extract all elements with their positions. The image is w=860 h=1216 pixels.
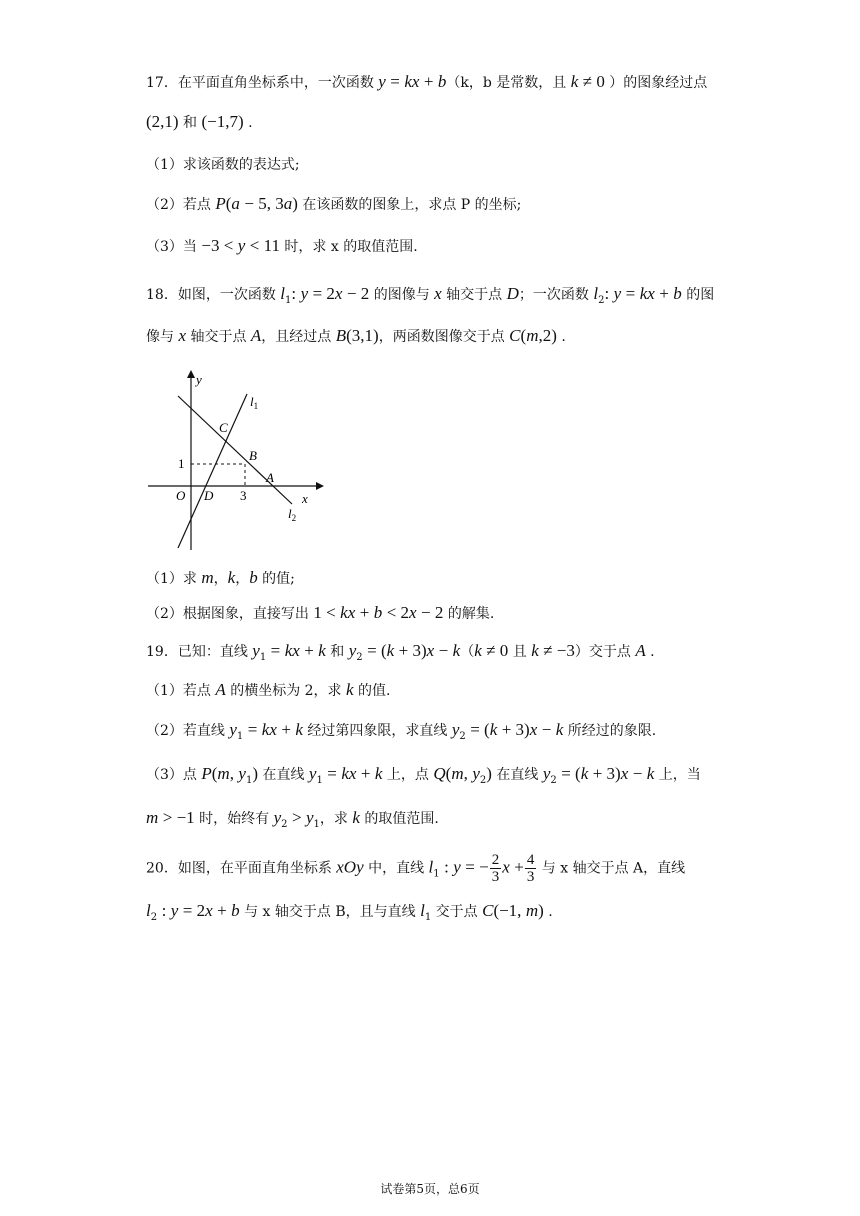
q18-line2: 像与 x 轴交于点 A，且经过点 B(3,1)，两函数图像交于点 C(m,2) . (146, 326, 566, 345)
label-x: x (302, 491, 308, 506)
label-C: C (219, 420, 228, 435)
q17-part3: （3）当 −3 < y < 11 时，求 x 的取值范围. (146, 236, 418, 255)
q17-part1: （1）求该函数的表达式; (146, 157, 300, 173)
line-l1 (178, 394, 247, 548)
q17-text: 17．在平面直角坐标系中，一次函数 y = kx + b（k，b 是常数，且 k ≠ 0 ）的图象经过点 (146, 72, 708, 91)
q18-part1: （1）求 m，k，b 的值; (146, 568, 295, 587)
y-axis-arrow (187, 370, 195, 378)
label-y: y (196, 372, 202, 387)
tick-label-3: 3 (240, 488, 247, 503)
q17-line1 (146, 72, 707, 93)
label-D: D (204, 488, 214, 503)
q18-part2: （2）根据图象，直接写出 1 < kx + b < 2x − 2 的解集. (146, 603, 495, 622)
tick-label-1: 1 (178, 456, 185, 471)
label-B: B (249, 448, 257, 463)
q17-part2: （2）若点 P(a − 5, 3a) 在该函数的图象上，求点 P 的坐标; (146, 194, 522, 213)
q17-line2: (2,1) 和 (−1,7) . (146, 112, 253, 131)
x-axis-arrow (316, 482, 324, 490)
label-l1: $l_1$ (250, 394, 259, 411)
q19-part1: （1）若点 A 的横坐标为 2，求 k 的值. (146, 680, 391, 699)
label-origin: O (176, 488, 186, 503)
line-l2 (178, 396, 292, 504)
q19-part2: （2）若直线 $y_1$ = kx + k 经过第四象限，求直线 $y_2 = (k + 3)x - k$ 所经过的象限. (146, 720, 657, 742)
page-footer: 试卷第5页，总6页 (380, 1182, 480, 1196)
q20-line1: 20．如图，在平面直角坐标系 xOy 中，直线 $l_1$ : y = − $\frac{2}{3}$ x + $\frac{4}{3}$ 与 x 轴交于点 A，直线 (146, 852, 686, 885)
label-l2: $l_2$ (288, 506, 297, 523)
q19-part3-line2: m > −1 时，始终有 $y_2 > y_1$，求 k 的取值范围. (146, 808, 439, 830)
function-graph (146, 366, 346, 552)
q18-line1: 18．如图，一次函数 $l_1$: y = 2x − 2 的图像与 x 轴交于点 D；一次函数 $l_2$: y = kx + b 的图 (146, 284, 715, 306)
q19-line1: 19．已知：直线 $y_1$ = kx + k 和 $y_2 = (k + 3)x - k(k \ne 0$ 且 k ≠ −3）交于点 A . (146, 641, 655, 663)
q19-part3-line1: （3）点 P(m, $y_1$) 在直线 $y_1$ = kx + k 上，点 Q(m, $y_2$) 在直线 $y_2 = (k + 3)x - k$ 上，当 (146, 764, 701, 786)
label-A: A (266, 470, 274, 485)
q20-line2: $l_2$ : y = 2x + b 与 x 轴交于点 B，且与直线 $l_1$ 交于点 C(−1, m) . (146, 901, 553, 923)
